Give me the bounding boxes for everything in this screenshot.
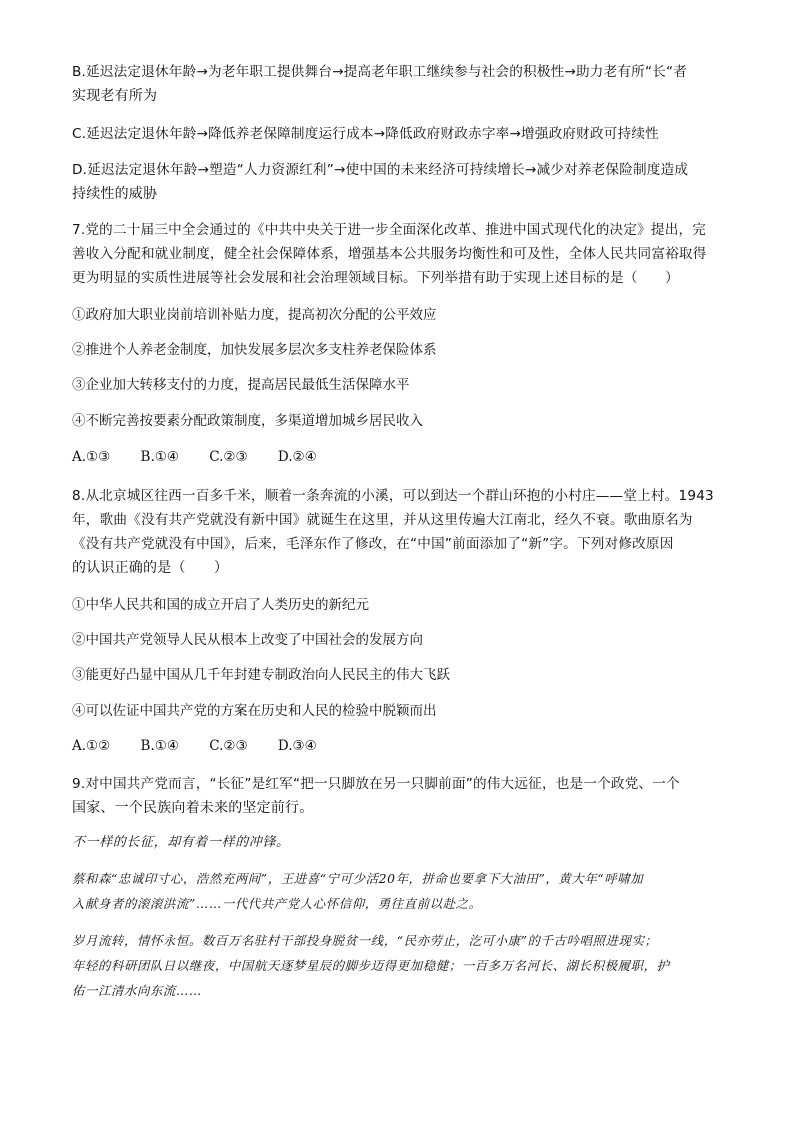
q8-item-1: ①中华人民共和国的成立开启了人类历史的新纪元 <box>72 597 369 613</box>
q8-item-4: ④可以佐证中国共产党的方案在历史和人民的检验中脱颖而出 <box>72 703 437 719</box>
text-line: 蔡和森“忠诚印寸心，浩然充两间”，王进喜“宁可少活20年，拼命也要拿下大油田”，黄大年“呼啸加 <box>72 871 644 886</box>
text-line: 更为明显的实质性进展等社会发展和社会治理领域目标。下列举措有助于实现上述目标的是（ ） <box>72 270 679 286</box>
answer-choice-c[interactable]: C.②③ <box>209 449 248 465</box>
q8-stem <box>72 484 722 580</box>
q9-material-para-3 <box>72 928 722 1003</box>
answer-choice-b[interactable]: B.①④ <box>140 738 179 754</box>
text-line: 《没有共产党就没有中国》，后来，毛泽东作了修改，在“中国”前面添加了“新”字。下列对修改原因 <box>72 536 674 552</box>
text-line: 持续性的威胁 <box>72 186 158 202</box>
q7-answer-choices <box>72 449 722 465</box>
q6-option-c <box>72 122 722 146</box>
text-line: 9.对中国共产党而言，“长征”是红军“把一只脚放在另一只脚前面”的伟大远征，也是一个政党、一个 <box>72 776 680 792</box>
answer-choice-b[interactable]: B.①④ <box>140 449 179 465</box>
answer-choice-d[interactable]: D.②④ <box>277 449 317 465</box>
text-line: 佑一江清水向东流…… <box>72 983 202 998</box>
q7-item-2: ②推进个人养老金制度，加快发展多层次多支柱养老保险体系 <box>72 342 437 358</box>
answer-choice-c[interactable]: C.②③ <box>209 738 248 754</box>
text-line: 8.从北京城区往西一百多千米，顺着一条奔流的小溪，可以到达一个群山环抱的小村庄——堂上村。1943 <box>72 488 714 504</box>
answer-choice-a[interactable]: A.①② <box>72 738 111 754</box>
text-line: 岁月流转，情怀永恒。数百万名驻村干部投身脱贫一线，“民亦劳止，汔可小康”的千古吟唱照进现实； <box>72 933 658 948</box>
q9-material-para-1 <box>72 830 722 855</box>
text-line: 不一样的长征，却有着一样的冲锋。 <box>72 835 290 850</box>
text-line: 入献身者的滚滚洪流”……一代代共产党人心怀信仰，勇往直前以赴之。 <box>72 896 482 911</box>
text-line: C.延迟法定退休年龄→降低养老保障制度运行成本→降低政府财政赤字率→增强政府财政可持续性 <box>72 126 659 142</box>
q7-item-3: ③企业加大转移支付的力度，提高居民最低生活保障水平 <box>72 377 410 393</box>
text-line: 年，歌曲《没有共产党就没有新中国》就诞生在这里，并从这里传遍大江南北，经久不衰。歌曲原名为 <box>72 512 693 528</box>
text-line: 实现老有所为 <box>72 88 158 104</box>
q7-stem <box>72 218 722 290</box>
text-line: 的认识正确的是（ ） <box>72 560 229 576</box>
q6-option-b <box>72 60 722 108</box>
text-line: 善收入分配和就业制度，健全社会保障体系，增强基本公共服务均衡性和可及性，全体人民共同富裕取得 <box>72 246 707 262</box>
q9-stem <box>72 772 722 820</box>
q8-item-3: ③能更好凸显中国从几千年封建专制政治向人民民主的伟大飞跃 <box>72 667 450 683</box>
text-line: D.延迟法定退休年龄→塑造“人力资源红利”→使中国的未来经济可持续增长→减少对养老保险制度造成 <box>72 162 689 178</box>
text-line: 7.党的二十届三中全会通过的《中共中央关于进一步全面深化改革、推进中国式现代化的决定》提出，完 <box>72 222 707 238</box>
text-line: B.延迟法定退休年龄→为老年职工提供舞台→提高老年职工继续参与社会的积极性→助力老有所“长“者 <box>72 64 688 80</box>
answer-choice-a[interactable]: A.①③ <box>72 449 111 465</box>
q7-item-1: ①政府加大职业岗前培训补贴力度，提高初次分配的公平效应 <box>72 307 437 323</box>
text-line: 年轻的科研团队日以继夜，中国航天逐梦星辰的脚步迈得更加稳健；一百多万名河长、湖长积极履职，护 <box>72 958 670 973</box>
q8-item-2: ②中国共产党领导人民从根本上改变了中国社会的发展方向 <box>72 632 423 648</box>
text-line: 国家、一个民族向着未来的坚定前行。 <box>72 800 314 816</box>
q7-item-4: ④不断完善按要素分配政策制度，多渠道增加城乡居民收入 <box>72 413 423 429</box>
q6-option-d <box>72 158 722 206</box>
answer-choice-d[interactable]: D.③④ <box>277 738 317 754</box>
q8-answer-choices <box>72 738 722 754</box>
q9-material-para-2 <box>72 866 722 916</box>
